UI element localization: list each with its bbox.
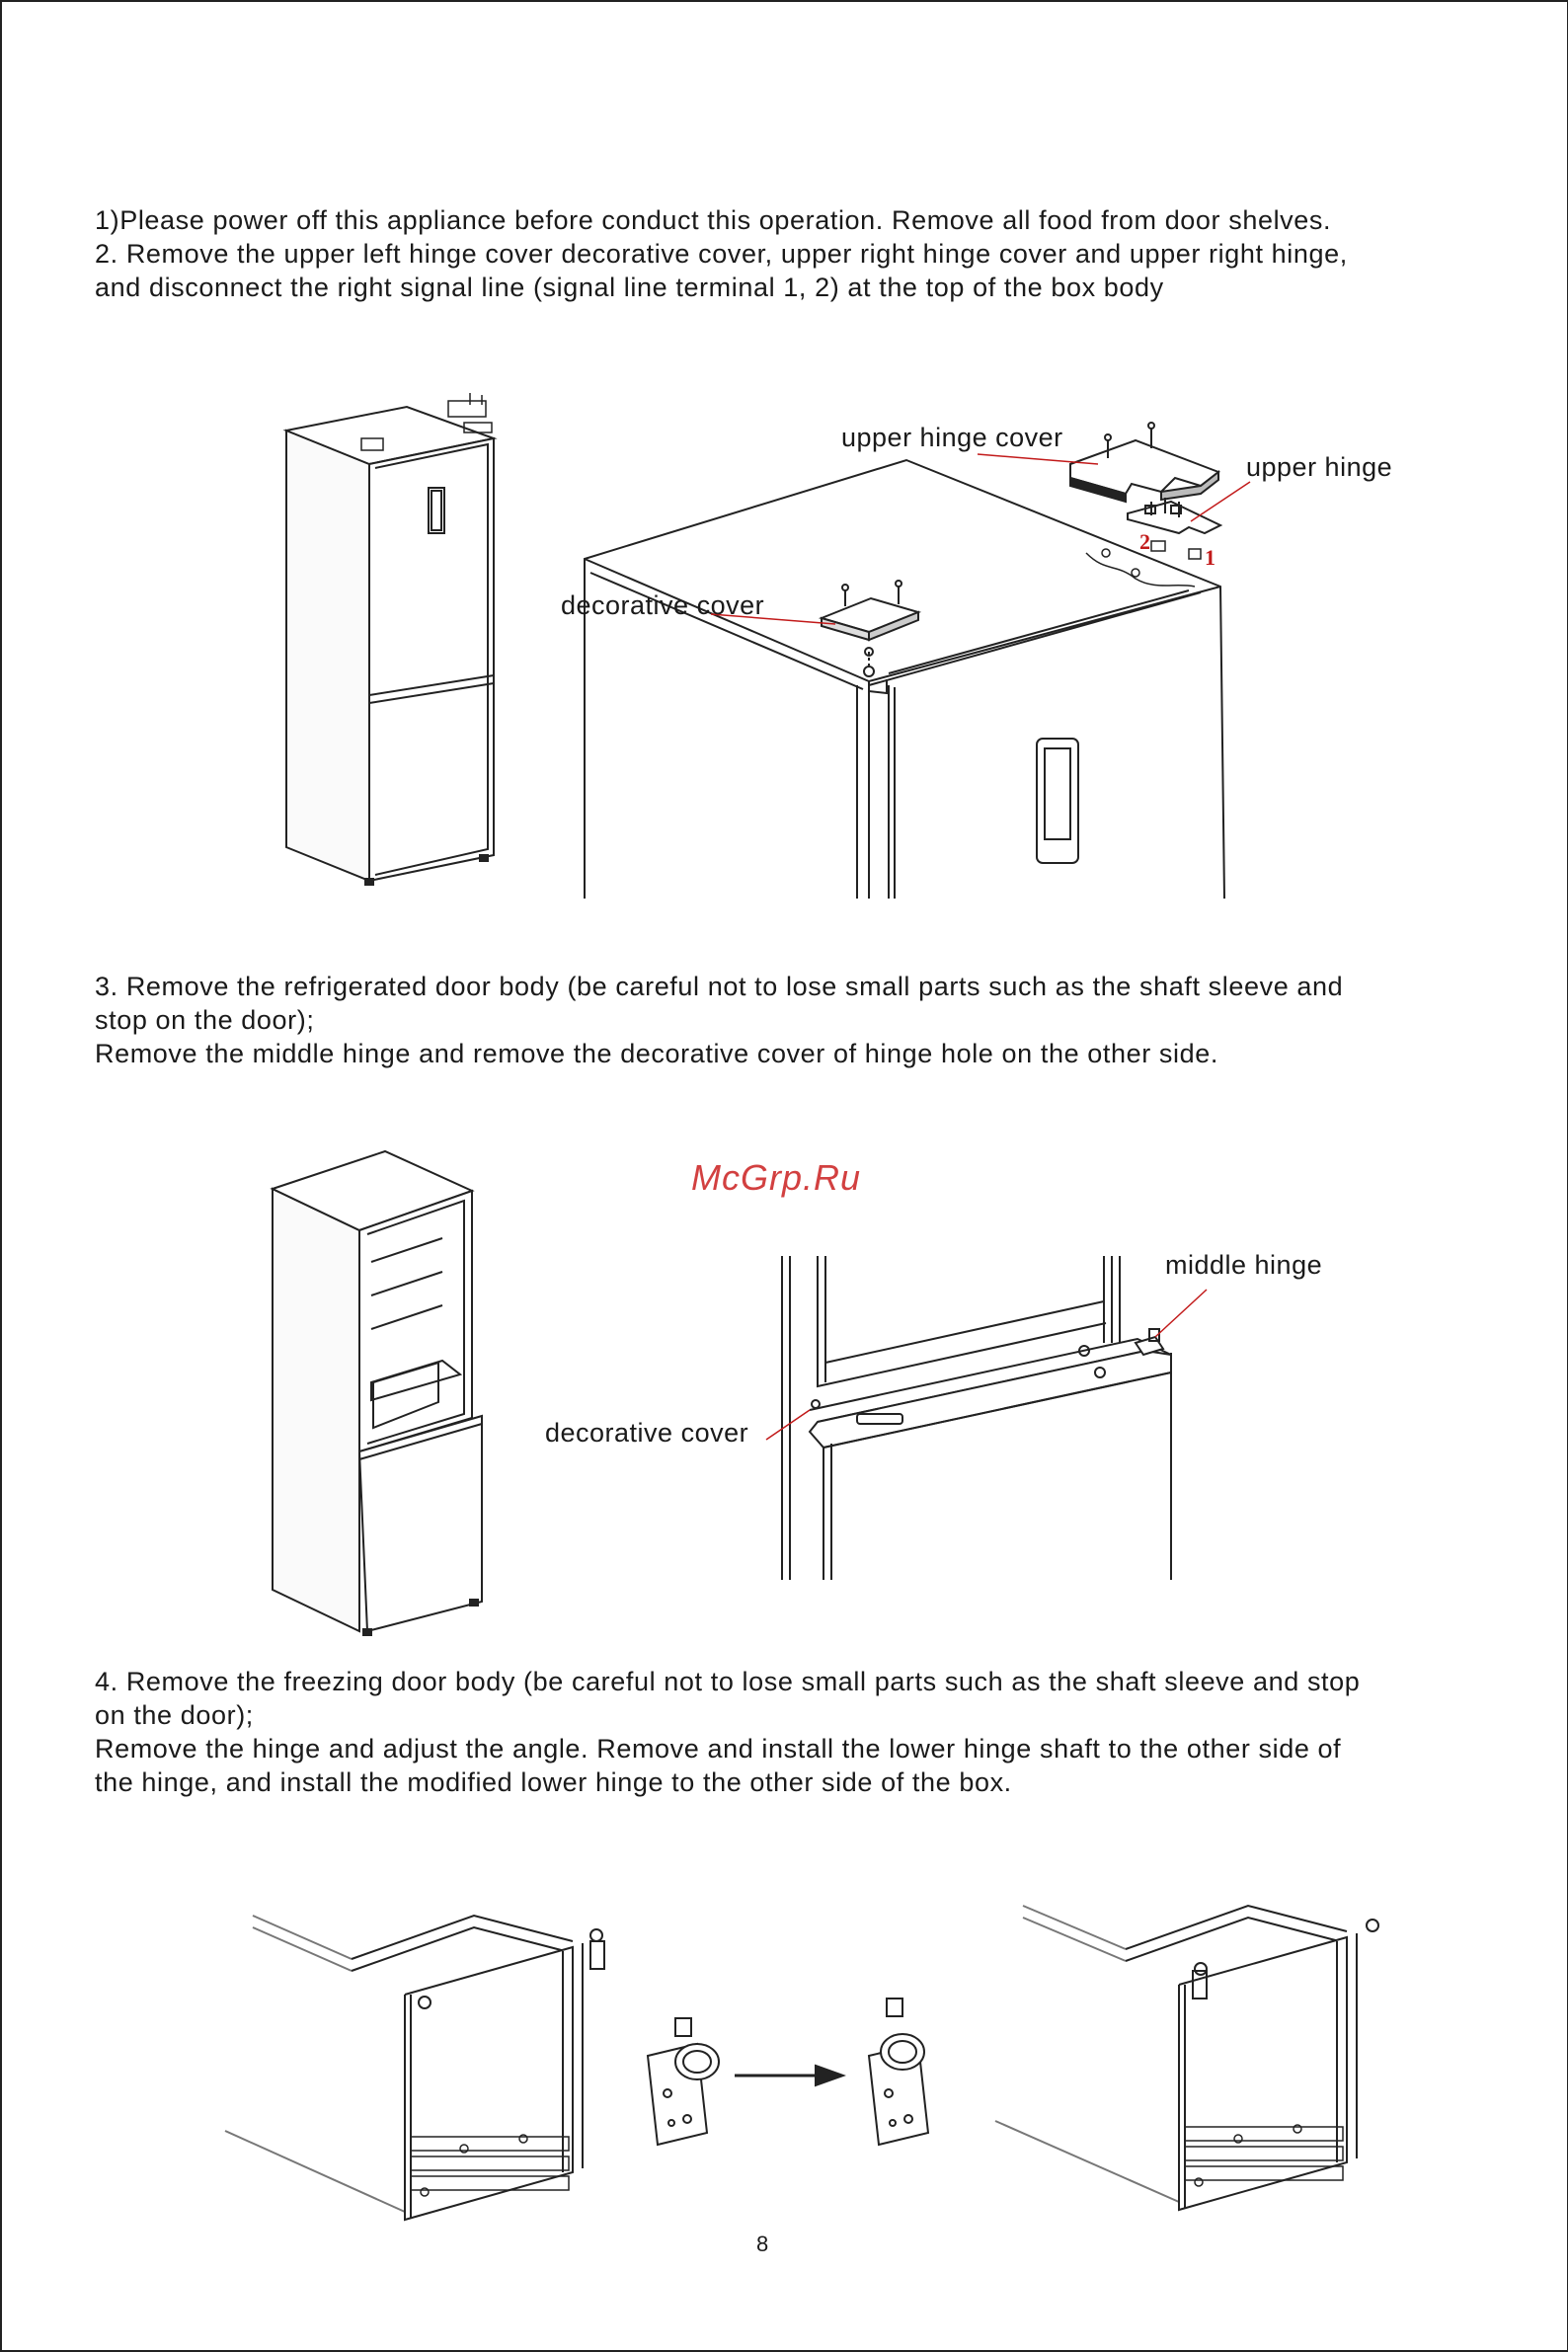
step3-line-c: Remove the middle hinge and remove the decorative cover of hinge hole on the other side.: [95, 1039, 1218, 1068]
label-upper-hinge-cover: upper hinge cover: [841, 423, 1063, 452]
hinge-before: [648, 2018, 719, 2145]
freezer-bottom-after: [995, 1906, 1378, 2210]
direction-arrow: [735, 2066, 843, 2085]
label-upper-hinge: upper hinge: [1246, 452, 1393, 482]
step3-line-b: stop on the door);: [95, 1005, 315, 1035]
label-middle-hinge: middle hinge: [1165, 1250, 1323, 1280]
watermark: McGrp.Ru: [691, 1157, 862, 1198]
step4-line-b: on the door);: [95, 1700, 254, 1730]
step4-line-a: 4. Remove the freezing door body (be careful not to lose small parts such as the shaft sleeve and stop: [95, 1667, 1361, 1696]
step2-line-b: and disconnect the right signal line (signal line terminal 1, 2) at the top of the box body: [95, 273, 1164, 302]
terminal-number-1: 1: [1205, 545, 1215, 570]
label-decorative-cover-fig2: decorative cover: [545, 1418, 749, 1448]
terminal-number-2: 2: [1139, 529, 1150, 554]
step3-line-a: 3. Remove the refrigerated door body (be careful not to lose small parts such as the shaft sleeve and: [95, 972, 1344, 1001]
label-decorative-cover-fig1: decorative cover: [561, 590, 765, 620]
step4-line-c: Remove the hinge and adjust the angle. Remove and install the lower hinge shaft to the other side of: [95, 1734, 1342, 1764]
hinge-after: [869, 1999, 928, 2145]
step1-line: 1)Please power off this appliance before conduct this operation. Remove all food from door shelves.: [95, 205, 1332, 235]
freezer-bottom-before: [225, 1916, 604, 2220]
step2-line-a: 2. Remove the upper left hinge cover decorative cover, upper right hinge cover and upper right hinge,: [95, 239, 1348, 269]
step4-line-d: the hinge, and install the modified lower hinge to the other side of the box.: [95, 1767, 1012, 1797]
page-number: 8: [756, 2232, 769, 2256]
